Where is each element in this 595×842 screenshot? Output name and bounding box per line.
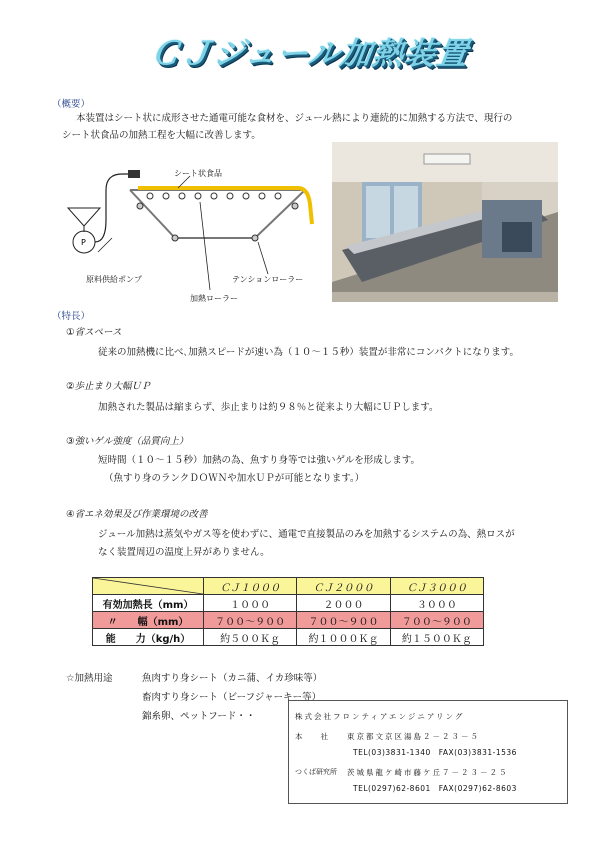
overview-line-2: シート状食品の加熱工程を大幅に改善します。: [62, 130, 261, 141]
uses-heading: ☆加熱用途: [66, 673, 113, 684]
model-cj1000: ＣＪ１０００: [204, 578, 297, 595]
model-cj2000: ＣＪ２０００: [297, 578, 390, 595]
model-cj3000: ＣＪ３０００: [390, 578, 483, 595]
feature-4-title: ④省エネ効果及び作業環境の改善: [66, 509, 208, 520]
hq-address: 東京都文京区湯島２－２３－５: [347, 732, 480, 741]
equipment-photo: [332, 142, 558, 302]
label-feed-pump: 原料供給ポンプ: [86, 275, 142, 284]
features-heading: （特長）: [52, 311, 91, 322]
nozzle-icon: [128, 170, 140, 178]
feature-2-line-1: 加熱された製品は縮まらず、歩止まりは約９８％と従来より大幅にＵＰします。: [98, 402, 439, 413]
feature-2-title: ②歩止まり大幅ＵＰ: [66, 381, 151, 392]
feature-1-title: ①省スペース: [66, 327, 122, 338]
label-sheet-food: シート状食品: [174, 169, 222, 178]
overview-heading: （概要）: [52, 99, 91, 110]
spec-row-label: 能 力（kg/h）: [93, 629, 204, 646]
spec-cell: ７００～９００: [297, 612, 390, 629]
spec-row-label: 有効加熱長（mm）: [93, 595, 204, 612]
page-title: [146, 28, 471, 76]
spec-corner-cell: [93, 578, 204, 595]
lab-address: 茨城県龍ケ崎市藤ケ丘７－２３－２５: [347, 768, 509, 777]
label-tension-roller: テンションローラー: [232, 275, 304, 284]
spec-header-row: [93, 578, 484, 595]
feature-4-line-1: ジュール加熱は蒸気やガス等を使わずに、通電で直接製品のみを加熱するシステムの為、熱ロスが: [98, 529, 515, 540]
table-row: [93, 595, 484, 612]
lab-tel-fax: TEL(0297)62-8601 FAX(0297)62-8603: [353, 784, 517, 793]
spec-cell: ２０００: [297, 595, 390, 612]
spec-row-label: 〃 幅（mm）: [93, 612, 204, 629]
spec-cell: １０００: [204, 595, 297, 612]
spec-cell: 約５００Ｋｇ: [204, 629, 297, 646]
hopper-icon: [68, 208, 100, 226]
spec-cell: ３０００: [390, 595, 483, 612]
label-heating-roller: 加熱ローラー: [190, 294, 238, 303]
uses-line-2: 畜肉すり身シート（ビーフジャーキー等）: [142, 692, 322, 703]
spec-table: [92, 577, 484, 646]
heating-rollers: [147, 193, 281, 199]
feature-3-title: ③強いゲル強度（品質向上）: [66, 436, 189, 447]
feature-3-line-2: （魚すり身のランクＤＯＷＮや加水ＵＰが可能となります。）: [104, 473, 365, 484]
spec-cell: ７００～９００: [204, 612, 297, 629]
feature-4-line-2: なく装置周辺の温度上昇がありません。: [98, 547, 270, 558]
hq-label: 本 社: [295, 732, 329, 741]
overview-line-1: 本装置はシート状に成形させた通電可能な食材を、ジュール熱により連続的に加熱する方法で、現行の: [76, 113, 513, 124]
table-row: [93, 629, 484, 646]
feature-3-line-1: 短時間（１０～１５秒）加熱の為、魚すり身等では強いゲルを形成します。: [98, 455, 421, 466]
spec-cell: 約１０００Ｋｇ: [297, 629, 390, 646]
uses-line-1: 魚肉すり身シート（カニ蒲、イカ珍味等）: [142, 673, 323, 684]
company-name: 株式会社フロンティアエンジニアリング: [295, 712, 465, 721]
uses-line-3: 錦糸卵、ペットフード・・: [142, 711, 256, 722]
spec-cell: 約１５００Ｋｇ: [390, 629, 483, 646]
page-title-text: ＣＪジュール加熱装置: [146, 36, 471, 72]
hq-tel-fax: TEL(03)3831-1340 FAX(03)3831-1536: [353, 748, 517, 757]
table-row: [93, 612, 484, 629]
feature-1-line-1: 従来の加熱機に比べ､加熱スピードが速い為（１０～１５秒）装置が非常にコンパクトになります。: [98, 347, 519, 358]
company-info-box: [288, 700, 568, 804]
pump-letter: P: [81, 238, 86, 247]
spec-cell: ７００～９００: [390, 612, 483, 629]
lab-label: つくば研究所: [295, 768, 337, 776]
